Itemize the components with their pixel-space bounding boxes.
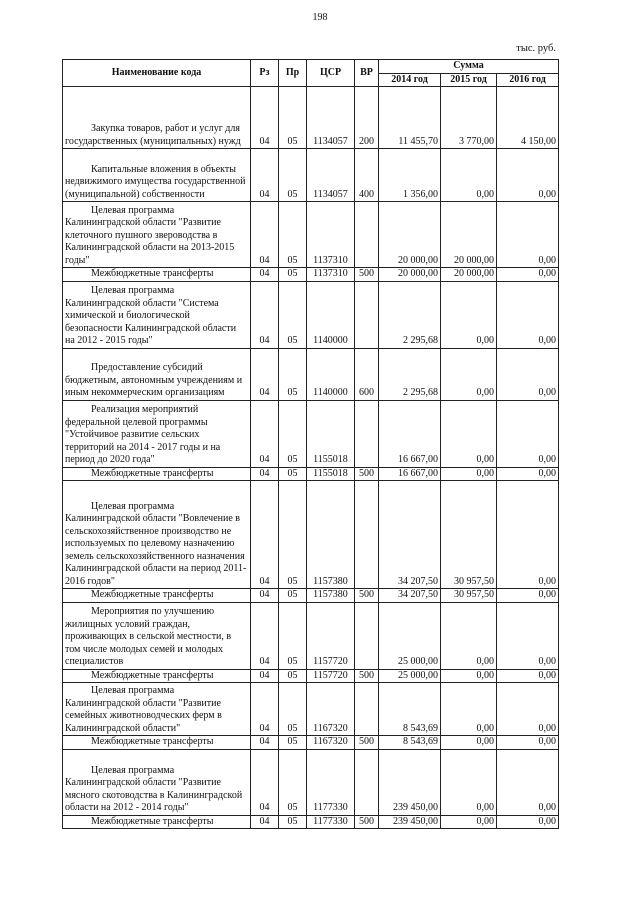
header-vr: ВР <box>355 60 379 87</box>
row-2015: 20 000,00 <box>441 268 497 282</box>
header-2014: 2014 год <box>379 73 441 87</box>
row-rz: 04 <box>251 669 279 683</box>
table-row <box>63 736 559 750</box>
row-2014: 1 356,00 <box>379 149 441 202</box>
row-2015: 0,00 <box>441 400 497 467</box>
row-rz: 04 <box>251 589 279 603</box>
row-2014: 239 450,00 <box>379 749 441 815</box>
table-row <box>63 602 559 669</box>
row-name: Мероприятия по улучшению жилищных условий граждан, проживающих в сельской местности, в том числе молодых семей и молодых специалистов <box>63 602 251 669</box>
row-2014: 20 000,00 <box>379 268 441 282</box>
row-2014: 25 000,00 <box>379 602 441 669</box>
row-2015: 30 957,50 <box>441 589 497 603</box>
header-2015: 2015 год <box>441 73 497 87</box>
row-2015: 0,00 <box>441 749 497 815</box>
row-2015: 0,00 <box>441 467 497 481</box>
row-rz: 04 <box>251 202 279 268</box>
row-vr <box>355 683 379 736</box>
row-pr: 05 <box>279 815 307 829</box>
row-2016: 0,00 <box>497 348 559 400</box>
row-vr <box>355 400 379 467</box>
table-row <box>63 268 559 282</box>
table-row <box>63 749 559 815</box>
row-pr: 05 <box>279 87 307 149</box>
row-2014: 20 000,00 <box>379 202 441 268</box>
row-2016: 0,00 <box>497 400 559 467</box>
header-rz: Рз <box>251 60 279 87</box>
row-pr: 05 <box>279 281 307 348</box>
row-name: Межбюджетные трансферты <box>63 815 251 829</box>
row-2015: 0,00 <box>441 669 497 683</box>
row-2016: 0,00 <box>497 683 559 736</box>
row-csr: 1134057 <box>307 87 355 149</box>
row-2016: 0,00 <box>497 749 559 815</box>
row-name: Закупка товаров, работ и услуг для государственных (муниципальных) нужд <box>63 87 251 149</box>
table-row <box>63 281 559 348</box>
row-csr: 1157720 <box>307 669 355 683</box>
row-name: Межбюджетные трансферты <box>63 589 251 603</box>
row-2014: 25 000,00 <box>379 669 441 683</box>
row-2015: 0,00 <box>441 683 497 736</box>
row-vr: 600 <box>355 348 379 400</box>
row-csr: 1140000 <box>307 281 355 348</box>
row-rz: 04 <box>251 736 279 750</box>
row-csr: 1167320 <box>307 736 355 750</box>
row-pr: 05 <box>279 669 307 683</box>
row-2015: 3 770,00 <box>441 87 497 149</box>
row-csr: 1137310 <box>307 268 355 282</box>
header-name: Наименование кода <box>63 60 251 87</box>
table-row <box>63 467 559 481</box>
row-pr: 05 <box>279 149 307 202</box>
row-rz: 04 <box>251 683 279 736</box>
row-2016: 0,00 <box>497 589 559 603</box>
row-vr: 500 <box>355 736 379 750</box>
row-vr <box>355 481 379 589</box>
row-2016: 0,00 <box>497 736 559 750</box>
row-2016: 0,00 <box>497 669 559 683</box>
row-vr: 500 <box>355 815 379 829</box>
row-2015: 0,00 <box>441 281 497 348</box>
row-name: Реализация мероприятий федеральной целевой программы "Устойчивое развитие сельских территорий на 2014 - 2017 годы и на период до 2020 года" <box>63 400 251 467</box>
table-row <box>63 589 559 603</box>
row-rz: 04 <box>251 348 279 400</box>
table-row <box>63 202 559 268</box>
row-pr: 05 <box>279 589 307 603</box>
table-row <box>63 481 559 589</box>
row-name: Целевая программа Калининградской области "Развитие мясного скотоводства в Калининградской области на 2012 - 2014 годы" <box>63 749 251 815</box>
header-pr: Пр <box>279 60 307 87</box>
row-rz: 04 <box>251 602 279 669</box>
row-2014: 239 450,00 <box>379 815 441 829</box>
row-vr <box>355 749 379 815</box>
table-row <box>63 669 559 683</box>
row-vr: 200 <box>355 87 379 149</box>
row-name: Межбюджетные трансферты <box>63 268 251 282</box>
row-rz: 04 <box>251 87 279 149</box>
row-csr: 1134057 <box>307 149 355 202</box>
row-vr: 500 <box>355 669 379 683</box>
units-label: тыс. руб. <box>516 43 556 54</box>
header-2016: 2016 год <box>497 73 559 87</box>
row-pr: 05 <box>279 348 307 400</box>
row-name: Межбюджетные трансферты <box>63 736 251 750</box>
row-rz: 04 <box>251 400 279 467</box>
row-2016: 0,00 <box>497 467 559 481</box>
row-name: Капитальные вложения в объекты недвижимого имущества государственной (муниципальной) собственности <box>63 149 251 202</box>
row-2016: 0,00 <box>497 149 559 202</box>
row-2015: 0,00 <box>441 602 497 669</box>
row-rz: 04 <box>251 467 279 481</box>
row-rz: 04 <box>251 281 279 348</box>
row-2016: 0,00 <box>497 268 559 282</box>
row-pr: 05 <box>279 749 307 815</box>
row-2014: 8 543,69 <box>379 736 441 750</box>
row-vr: 500 <box>355 268 379 282</box>
table-row <box>63 400 559 467</box>
row-2016: 0,00 <box>497 815 559 829</box>
header-csr: ЦСР <box>307 60 355 87</box>
row-csr: 1137310 <box>307 202 355 268</box>
row-pr: 05 <box>279 268 307 282</box>
row-2014: 16 667,00 <box>379 467 441 481</box>
row-2016: 4 150,00 <box>497 87 559 149</box>
row-name: Целевая программа Калининградской области "Вовлечение в сельскохозяйственное производство не используемых по целевому назначению земель сельскохозяйственного назначения Калининградской области на период 2011-2016 годов" <box>63 481 251 589</box>
row-vr <box>355 602 379 669</box>
budget-table <box>62 59 559 829</box>
row-pr: 05 <box>279 202 307 268</box>
row-csr: 1177330 <box>307 749 355 815</box>
row-2015: 20 000,00 <box>441 202 497 268</box>
row-2014: 34 207,50 <box>379 589 441 603</box>
row-2015: 0,00 <box>441 736 497 750</box>
row-pr: 05 <box>279 736 307 750</box>
row-rz: 04 <box>251 149 279 202</box>
row-vr <box>355 202 379 268</box>
row-csr: 1157380 <box>307 481 355 589</box>
table-row <box>63 87 559 149</box>
row-name: Целевая программа Калининградской области "Развитие клеточного пушного звероводства в Калининградской области на 2013-2015 годы" <box>63 202 251 268</box>
row-rz: 04 <box>251 481 279 589</box>
row-csr: 1157720 <box>307 602 355 669</box>
row-2016: 0,00 <box>497 602 559 669</box>
table-row <box>63 815 559 829</box>
row-2014: 16 667,00 <box>379 400 441 467</box>
row-name: Межбюджетные трансферты <box>63 467 251 481</box>
row-2016: 0,00 <box>497 202 559 268</box>
row-2014: 11 455,70 <box>379 87 441 149</box>
row-rz: 04 <box>251 815 279 829</box>
row-2014: 34 207,50 <box>379 481 441 589</box>
row-vr: 500 <box>355 467 379 481</box>
row-2015: 0,00 <box>441 815 497 829</box>
row-pr: 05 <box>279 602 307 669</box>
row-name: Предоставление субсидий бюджетным, автономным учреждениям и иным некоммерческим организациям <box>63 348 251 400</box>
row-2014: 2 295,68 <box>379 281 441 348</box>
page-number: 198 <box>312 12 328 23</box>
row-csr: 1140000 <box>307 348 355 400</box>
row-name: Целевая программа Калининградской области "Развитие семейных животноводческих ферм в Калининградской области" <box>63 683 251 736</box>
table-row <box>63 149 559 202</box>
row-csr: 1157380 <box>307 589 355 603</box>
row-vr <box>355 281 379 348</box>
row-csr: 1155018 <box>307 400 355 467</box>
row-2015: 30 957,50 <box>441 481 497 589</box>
header-row-top <box>63 60 559 74</box>
table-row <box>63 683 559 736</box>
row-csr: 1167320 <box>307 683 355 736</box>
row-2015: 0,00 <box>441 149 497 202</box>
row-vr: 500 <box>355 589 379 603</box>
row-pr: 05 <box>279 481 307 589</box>
row-2016: 0,00 <box>497 281 559 348</box>
row-2014: 8 543,69 <box>379 683 441 736</box>
row-name: Межбюджетные трансферты <box>63 669 251 683</box>
row-rz: 04 <box>251 749 279 815</box>
row-name: Целевая программа Калининградской области "Система химической и биологической безопасности Калининградской области на 2012 - 2015 годы" <box>63 281 251 348</box>
row-pr: 05 <box>279 683 307 736</box>
row-rz: 04 <box>251 268 279 282</box>
row-csr: 1177330 <box>307 815 355 829</box>
row-pr: 05 <box>279 467 307 481</box>
row-csr: 1155018 <box>307 467 355 481</box>
row-pr: 05 <box>279 400 307 467</box>
row-2015: 0,00 <box>441 348 497 400</box>
header-sum: Сумма <box>379 60 559 74</box>
row-2016: 0,00 <box>497 481 559 589</box>
row-vr: 400 <box>355 149 379 202</box>
row-2014: 2 295,68 <box>379 348 441 400</box>
table-row <box>63 348 559 400</box>
